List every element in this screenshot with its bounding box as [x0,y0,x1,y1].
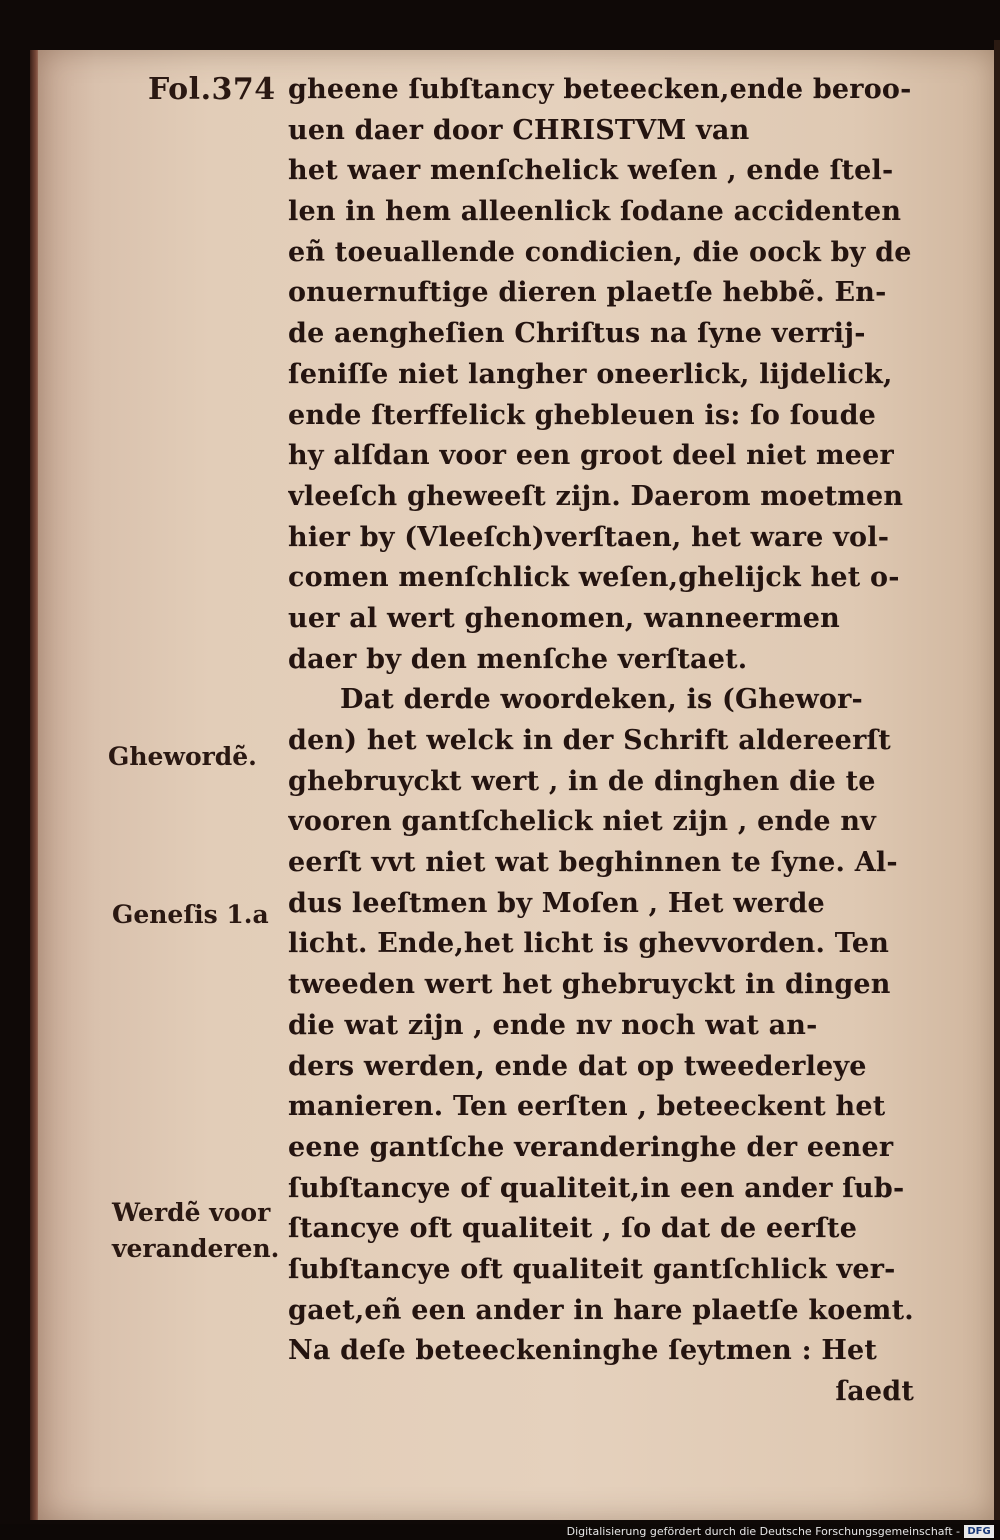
text-line: ſtancye oft qualiteit , ſo dat de eerſte [288,1213,858,1245]
text-line: tweeden wert het ghebruyckt in dingen [288,969,891,1001]
folio-number: Fol.374 [148,72,276,107]
text-line: Dat derde woordeken, is (Ghewor- [340,684,863,716]
margin-note-werden-line1: Werdẽ voor [112,1198,271,1227]
digitization-credit: Digitalisierung gefördert durch die Deutsche Forschungsgemeinschaft - [566,1525,960,1538]
text-line: Na deſe beteeckeninghe ſeytmen : Het [288,1335,878,1367]
text-line: gaet,eñ een ander in hare plaetſe koemt. [288,1294,914,1326]
main-text-block [288,70,938,1413]
text-line: manieren. Ten eerſten , beteeckent het [288,1091,886,1123]
text-line: die wat zijn , ende nv noch wat an- [288,1009,818,1041]
text-line: vleeſch gheweeſt zijn. Daerom moetmen [288,480,904,512]
text-line: hy alſdan voor een groot deel niet meer [288,440,894,472]
text-line: daer by den menſche verſtaet. [288,643,748,675]
text-line: ende ſterffelick ghebleuen is: ſo ſoude [288,399,877,431]
text-line: dus leeſtmen by Moſen , Het werde [288,887,825,919]
text-line: eñ toeuallende condicien, die oock by de [288,236,912,268]
text-line: len in hem alleenlick ſodane accidenten [288,196,902,228]
page-edge-right [994,40,1000,1520]
dfg-logo: DFG [964,1525,994,1538]
text-line: ders werden, ende dat op tweederleye [288,1050,867,1082]
text-line: den) het welck in der Schrift aldereerſt [288,725,891,756]
text-line: ſeniſſe niet langher oneerlick, lijdelick, [288,358,893,390]
text-line: uer al wert ghenomen, wanneermen [288,602,840,634]
margin-note-werden-line2: veranderen. [112,1234,280,1263]
text-line: eene gantſche veranderinghe der eener [288,1131,894,1163]
text-line: comen menſchlick weſen,ghelijck het o- [288,562,900,594]
text-line: licht. Ende,het licht is ghevvorden. Ten [288,928,890,960]
text-line: gheene ſubſtancy beteecken,ende beroo- [288,74,912,105]
text-line: ſubſtancye oft qualiteit gantſchlick ver- [288,1253,896,1285]
text-line: de aengheſien Chriſtus na ſyne verrij- [288,318,866,350]
text-line: ſubſtancye of qualiteit,in een ander ſub- [288,1172,905,1204]
text-line: ghebruyckt wert , in de dinghen die te [288,765,876,797]
text-line: onuernuftige dieren plaetſe hebbẽ. En- [288,277,887,309]
margin-note-genesis: Geneſis 1.a [112,900,269,929]
text-line: uen daer door CHRISTVM van [288,114,750,146]
text-line: vooren gantſchelick niet zijn , ende nv [288,806,877,838]
margin-note-geworden: Ghewordẽ. [108,742,257,771]
text-line: eerſt vvt niet wat beghinnen te ſyne. Al- [288,847,898,879]
text-line: hier by (Vleeſch)verſtaen, het ware vol- [288,521,890,553]
catchword: ſaedt [835,1376,914,1407]
text-line: het waer menſchelick weſen , ende ſtel- [288,155,894,187]
